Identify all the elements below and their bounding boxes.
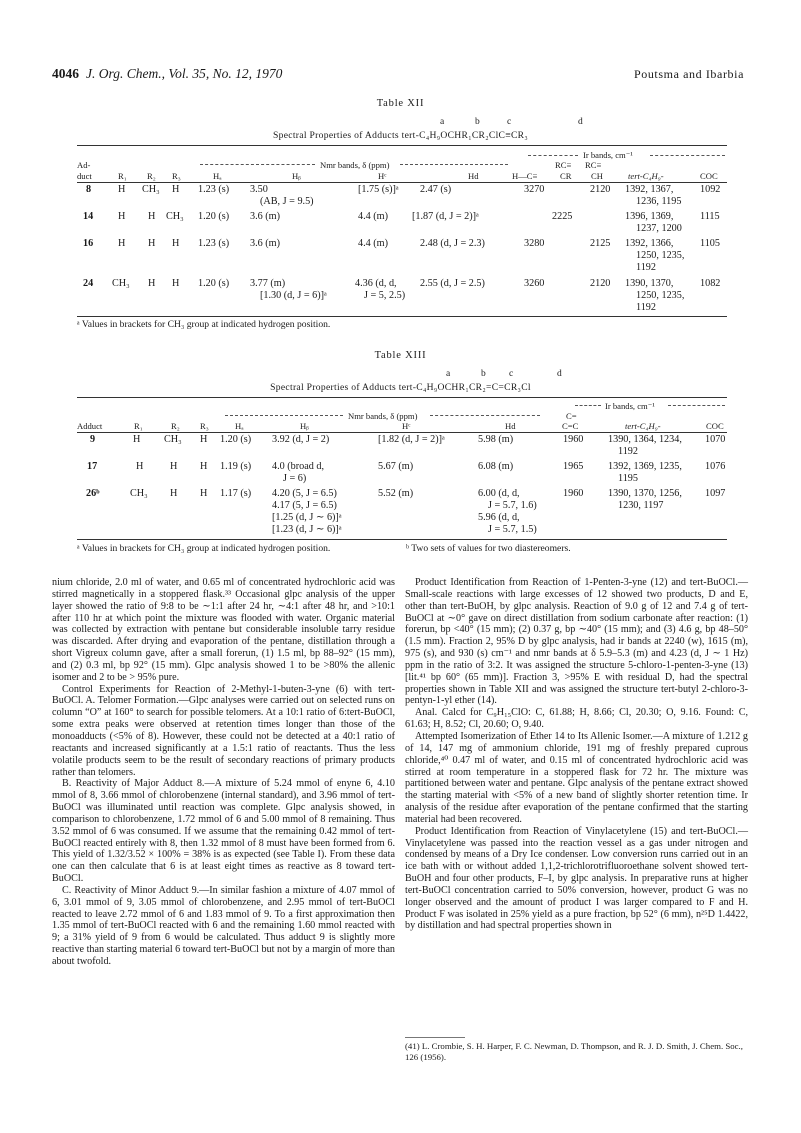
table12-cell: 3.6 (m): [250, 211, 280, 222]
table13-cell: 1960: [563, 434, 584, 445]
table12-hc-header: Hᶜ: [378, 171, 387, 181]
table13-cell: 9: [90, 434, 96, 445]
table13-cc-header-a: C=: [566, 411, 577, 421]
table13-cell: 1960: [563, 488, 584, 499]
table13-cell: [1.23 (d, J ∼ 6)]ᵃ: [272, 524, 342, 535]
table13-cell: 5.67 (m): [378, 461, 414, 472]
table12-cell: 1192: [636, 262, 656, 273]
reference-41: (41) L. Crombie, S. H. Harper, F. C. Newman, D. Thompson, and R. J. D. Smith, J. Chem. Soc., 126 (1956).: [405, 1041, 743, 1062]
table13-nmr-header: Nmr bands, δ (ppm): [348, 411, 418, 421]
table12-cell: H: [148, 211, 156, 222]
table12-cell: H: [172, 238, 180, 249]
table13-cell: 1965: [563, 461, 584, 472]
running-header: [52, 66, 744, 86]
table13-cell: 6.00 (d, d,: [478, 488, 520, 499]
table13-cell: H: [200, 461, 208, 472]
paragraph: Anal. Calcd for C₉H₁₅ClO: C, 61.88; H, 8.66; Cl, 20.30; O, 9.16. Found: C, 61.63; H, 8.52; Cl, 20.60; O, 9.40.: [405, 707, 748, 731]
table13-cell: [1.25 (d, J ∼ 6)]ᵃ: [272, 512, 342, 523]
table12-cell: 2120: [590, 278, 611, 289]
table13-cell: CH₃: [164, 434, 182, 445]
table12-cell: [1.87 (d, J = 2)]ᵃ: [412, 211, 479, 222]
running-authors: Poutsma and Ibarbia: [633, 67, 744, 81]
table12-rch-header: CH: [591, 171, 603, 181]
paragraph: Attempted Isomerization of Ether 14 to Its Allenic Isomer.—A mixture of 1.212 g of 14, 147 mg of ammonium chloride, 191 mg of freshly prepared cuprous chloride,⁴⁰ 0.47 ml of water, and 0.15 ml of concentrated hydrochloric acid was stirred at room temperature in a stoppered flask for 72 hr. The mixture was partitioned between water and pentane. Glpc analysis of the pentane extract showed the starting material with <5% of a new band of slightly shorter retention time. Ir analysis of the residue after evaporation of the pentane confirmed that the starting material had been recovered.: [405, 730, 748, 825]
table13-cell: 1.20 (s): [220, 434, 252, 445]
table13-cell: H: [136, 461, 144, 472]
table13-cc-header-b: C=C: [562, 421, 579, 431]
table13-cell: 1070: [705, 434, 726, 445]
paragraph: Product Identification from Reaction of Vinylacetylene (15) and tert-BuOCl.—Vinylacetylene was passed into the reaction vessel as a gas under nitrogen and condensed by means of a Dry Ice condenser. Low conversion runs carried out in an ice bath with or without added 1,1,2-trichlorotrifluoroethane solvent showed tert-BuOH and four other products, F–I, by glpc analysis. In preparative runs at higher tert-BuOCl concentration carried to 50% conversion, however, product G was no longer observed and the amount of product I was larger compared to F and H. Product F was isolated in 25% yield as a pure fraction, bp 52° (6 mm), n²⁵D 1.4422, by distillation and had spectral properties shown in: [405, 825, 748, 932]
table13-bottom-rule: [77, 539, 727, 540]
table12-cell: 24: [83, 278, 94, 289]
table12-cell: (AB, J = 9.5): [260, 196, 314, 207]
table12-rcc-header: CR: [560, 171, 572, 181]
table13-cell: 17: [87, 461, 98, 472]
table13-cell: 1195: [618, 473, 638, 484]
paragraph: Control Experiments for Reaction of 2-Methyl-1-buten-3-yne (6) with tert-BuOCl. A. Telomer Formation.—Glpc analyses were carried out on selected runs on column “O” at 160° to search for possible telomers. At a 10:1 ratio of 6:tert-BuOCl, some extra peaks were observed at retention times longer than those of the monoadducts (<5% of 8). However, these could not be detected at a 40:1 ratio of reactants and increased significantly at a 1.5:1 ratio of reactants. Thus the less volatile products seem to be the result of secondary reactions of primary products rather than telomers.: [52, 683, 395, 778]
table12-subtitle: Spectral Properties of Adducts tert-C₄H₉OCHR₁CR₂ClC≡CR₃: [272, 130, 529, 141]
table12-cell: H: [118, 211, 126, 222]
table12-cell: 4.4 (m): [358, 211, 388, 222]
table12-cell: CH₃: [166, 211, 184, 222]
table12-cell: 1115: [700, 211, 720, 222]
table13-nmr-bracket-left: [225, 415, 343, 416]
table12-rc-header-b: RC≡: [585, 160, 602, 170]
table13-cell: 4.17 (5, J = 6.5): [272, 500, 337, 511]
table12-cell: 2225: [552, 211, 573, 222]
table12-cell: 1.23 (s): [198, 184, 230, 195]
table12-cell: 1396, 1369,: [625, 211, 674, 222]
table12-r1-header: R₁: [118, 171, 127, 181]
table13-cell: H: [200, 488, 208, 499]
table13-cell: 4.20 (5, J = 6.5): [272, 488, 337, 499]
table13-cell: [1.82 (d, J = 2)]ᵃ: [378, 434, 445, 445]
table13-nmr-bracket-right: [430, 415, 540, 416]
table13-abcd-labels: a b c d: [446, 369, 562, 379]
paragraph: nium chloride, 2.0 ml of water, and 0.65 ml of concentrated hydrochloric acid was stirred magnetically in a stoppered flask.³³ Occasional glpc analysis of the upper layer showed the ratio of 9:8 to be ∼1:1 after 24 hr, ∼4:1 after 48 hr, and >10:1 after 110 hr at which point the mixture was flooded with water. Organic material was collected by extraction with pentane but considerable insoluble tarry residue was discarded. After drying and evaporation of the pentane, distillation through a short Vigreux column gave, after a small forerun, (1) 1.5 ml, bp 88–92° (15 mm), and (2) 0.3 ml, bp 92° (15 mm). Glpc analysis showed 1 to be >80% the allenic isomer and 2 to be > 95% pure.: [52, 577, 395, 683]
table12-head-rule: [77, 182, 727, 183]
table12-bottom-rule: [77, 316, 727, 317]
table12-cell: [1.30 (d, J = 6)]ᵃ: [260, 290, 327, 301]
table12-cell: 8: [86, 184, 92, 195]
table12-nmr-bracket-left: [200, 164, 315, 165]
table13-head-rule: [77, 432, 727, 433]
table12-duct-header: duct: [77, 171, 92, 181]
journal-citation: J. Org. Chem., Vol. 35, No. 12, 1970: [86, 66, 283, 81]
table12-cell: 3.77 (m): [250, 278, 286, 289]
table13-cell: 5.98 (m): [478, 434, 514, 445]
table12-cell: 2.47 (s): [420, 184, 452, 195]
table13-cell: J = 5.7, 1.6): [488, 500, 537, 511]
table12-cell: 1236, 1195: [636, 196, 682, 207]
table13-r2-header: R₂: [171, 421, 180, 431]
paragraph: C. Reactivity of Minor Adduct 9.—In similar fashion a mixture of 4.07 mmol of 6, 3.01 mmol of 9, 3.05 mmol of chlorobenzene, and 2.95 mmol of tert-BuOCl reacted to leave 2.72 mmol of 6 and 1.83 mmol of 9. To a first approximation then 1.35 mmol of tert-BuOCl reacted with 6 and the remaining 1.60 mmol reacted with 9; a 31% yield of 9 from 6 would be calculated. Thus adduct 9 is slightly more reactive than starting material 6 toward tert-BuOCl but not by a margin of more than about twofold.: [52, 884, 395, 967]
table12-cell: 1392, 1367,: [625, 184, 674, 195]
table13-footnote-b: ᵇ Two sets of values for two diastereomers.: [406, 543, 571, 554]
table12-cell: H: [172, 184, 180, 195]
table13-cell: H: [170, 461, 178, 472]
table12-cell: 1192: [636, 302, 656, 313]
table12-cell: 3260: [524, 278, 545, 289]
table13-cell: 5.52 (m): [378, 488, 414, 499]
table12-cell: 1082: [700, 278, 721, 289]
table12-cell: 16: [83, 238, 94, 249]
table12-cell: 1092: [700, 184, 721, 195]
table12-ir-bracket-left: [528, 155, 578, 156]
table12-cell: H: [148, 238, 156, 249]
table13-hd-header: Hd: [505, 421, 516, 431]
table13-cell: 26ᵇ: [86, 488, 100, 499]
table13-cell: 1192: [618, 446, 638, 457]
table12-cell: H: [118, 184, 126, 195]
table12-footnote: ᵃ Values in brackets for CH₃ group at indicated hydrogen position.: [77, 319, 331, 330]
table12-cell: H: [172, 278, 180, 289]
table13-cell: 1076: [705, 461, 726, 472]
table12-top-rule: [77, 145, 727, 146]
table12-cell: 1.20 (s): [198, 278, 230, 289]
table12-cell: 3270: [524, 184, 545, 195]
table12-adduct-header: Ad-: [77, 160, 91, 170]
table12-cell: 2120: [590, 184, 611, 195]
table13-cell: H: [170, 488, 178, 499]
table13-ir-header: Ir bands, cm⁻¹: [605, 401, 655, 411]
table13-cell: 1390, 1370, 1256,: [608, 488, 682, 499]
table13-footnote-a: ᵃ Values in brackets for CH₃ group at indicated hydrogen position.: [77, 543, 331, 554]
table13-cell: 5.96 (d, d,: [478, 512, 520, 523]
table12-cell: 4.36 (d, d,: [355, 278, 397, 289]
table13-cell: 1390, 1364, 1234,: [608, 434, 682, 445]
table12-hb-header: Hᵦ: [292, 171, 301, 181]
table12-cell: 4.4 (m): [358, 238, 388, 249]
table12-cell: H: [148, 278, 156, 289]
table13-r1-header: R₁: [134, 421, 143, 431]
table13-cell: 1230, 1197: [618, 500, 664, 511]
table12-nmr-header: Nmr bands, δ (ppm): [320, 160, 390, 170]
table13-title: Table XIII: [374, 350, 427, 361]
table12-cell: 1390, 1370,: [625, 278, 674, 289]
table12-r2-header: R₂: [147, 171, 156, 181]
table12-cell: 1237, 1200: [636, 223, 682, 234]
table13-cell: H: [200, 434, 208, 445]
table13-cell: 4.0 (broad d,: [272, 461, 325, 472]
paragraph: B. Reactivity of Major Adduct 8.—A mixture of 5.24 mmol of enyne 6, 4.10 mmol of 8, 3.66 mmol of chlorobenzene (internal standard), and 3.96 mmol of tert-BuOCl was illuminated until reaction was complete. Glpc analysis showed, in comparison to chlorobenzene, 1.72 mmol of 6 and 5.00 mmol of 8 remaining. Thus 3.52 mmol of 6 was consumed. If we assume that the remaining 0.42 mmol of tert-BuOCl reacted entirely with 8, then 1.32 mmol of 8 must have been formed from 6. This yield of 1.32/3.52 × 100% = 38% is as expected (see Table I). From these data one can then calculate that 6 is at least eight times as reactive as 8 toward tert-BuOCl.: [52, 778, 395, 885]
table13-hc-header: Hᶜ: [402, 421, 411, 431]
table13-tbu-header: tert-C₄H₉-: [625, 421, 661, 431]
table13-cell: CH₃: [130, 488, 148, 499]
table13-top-rule: [77, 397, 727, 398]
table13-cell: 1.19 (s): [220, 461, 252, 472]
body-right-column: [405, 577, 748, 932]
table12-rc-header-a: RC≡: [555, 160, 572, 170]
table12-cell: 1392, 1366,: [625, 238, 674, 249]
table12-cell: 3280: [524, 238, 545, 249]
page-number: 4046: [52, 66, 79, 81]
body-left-column: [52, 577, 395, 968]
table13-cell: 1392, 1369, 1235,: [608, 461, 682, 472]
table12-hd-header: Hd: [468, 171, 479, 181]
table12-cell: H: [118, 238, 126, 249]
table12-ha-header: Hₐ: [213, 171, 222, 181]
table12-nmr-bracket-right: [400, 164, 508, 165]
table12-hcc-header: H—C≡: [512, 171, 538, 181]
table13-cell: H: [133, 434, 141, 445]
table13-cell: J = 5.7, 1.5): [488, 524, 537, 535]
table12-cell: J = 5, 2.5): [364, 290, 406, 301]
table12-abcd-labels: a b c d: [440, 117, 583, 127]
table12-cell: 3.50: [250, 184, 268, 195]
table13-ir-bracket-right: [668, 405, 725, 406]
table13-cell: 1097: [705, 488, 726, 499]
table12-cell: 2125: [590, 238, 611, 249]
table12-cell: 3.6 (m): [250, 238, 280, 249]
table12-ir-header: Ir bands, cm⁻¹: [583, 150, 633, 160]
table12-cell: 1250, 1235,: [636, 250, 685, 261]
table12-title: Table XII: [376, 98, 425, 109]
table12-tbu-header: tert-C₄H₉-: [628, 171, 664, 181]
table12-cell: 14: [83, 211, 94, 222]
table12-cell: 1105: [700, 238, 720, 249]
table12-cell: 1250, 1235,: [636, 290, 685, 301]
table12-cell: 2.48 (d, J = 2.3): [420, 238, 485, 249]
table13-subtitle: Spectral Properties of Adducts tert-C₄H₉OCHR₁CR₂=C=CR₃Cl: [270, 382, 531, 393]
table12-r3-header: R₃: [172, 171, 181, 181]
table12-coc-header: COC: [700, 171, 718, 181]
table13-cell: 6.08 (m): [478, 461, 514, 472]
table13-adduct-header: Adduct: [77, 421, 103, 431]
table12-cell: CH₃: [112, 278, 130, 289]
table12-cell: CH₃: [142, 184, 160, 195]
table12-cell: 1.23 (s): [198, 238, 230, 249]
table13-ha-header: Hₐ: [235, 421, 244, 431]
table13-hb-header: Hᵦ: [300, 421, 309, 431]
paragraph: Product Identification from Reaction of 1-Penten-3-yne (12) and tert-BuOCl.—Small-scale reactions with large excesses of 12 showed two products, D and E, other than tert-BuOH, by glpc analysis. Reaction of 9.0 g of 12 and 7.4 g of tert-BuOCl at ∼0° gave on direct distillation from sodium carbonate after reaction: (1) forerun, bp <40° (15 mm); (2) 0.37 g, bp ∼40° (15 mm); and (3) 4.6 g, bp 48–50° (1.5 mm). Fraction 2, 95% D by glpc analysis, had ir bands at 2240 (w), 1615 (m), 975 (s), and 930 (s) cm⁻¹ and nmr bands at δ 5.9–5.3 (m) and 4.23 (d, J ∼ 1 Hz) ppm in the ratio of 3:2. It was assigned the structure 5-chloro-1-penten-3-yne (13) [lit.⁴¹ bp 60° (65 mm)]. Fraction 3, >95% E with residual D, had the spectral properties shown in Table XII and was assigned the structure tert-butyl 2-chloro-3-pentyn-1-yl ether (14).: [405, 577, 748, 707]
table13-cell: 3.92 (d, J = 2): [272, 434, 330, 445]
table13-cell: 1.17 (s): [220, 488, 252, 499]
reference-rule: [405, 1037, 465, 1038]
table13-coc-header: COC: [706, 421, 724, 431]
table13-r3-header: R₃: [200, 421, 209, 431]
table13-ir-bracket-left: [575, 405, 601, 406]
table12-cell: 2.55 (d, J = 2.5): [420, 278, 485, 289]
table13-cell: J = 6): [283, 473, 307, 484]
table12-cell: 1.20 (s): [198, 211, 230, 222]
table12-cell: [1.75 (s)]ᵃ: [358, 184, 399, 195]
table12-ir-bracket-right: [650, 155, 725, 156]
